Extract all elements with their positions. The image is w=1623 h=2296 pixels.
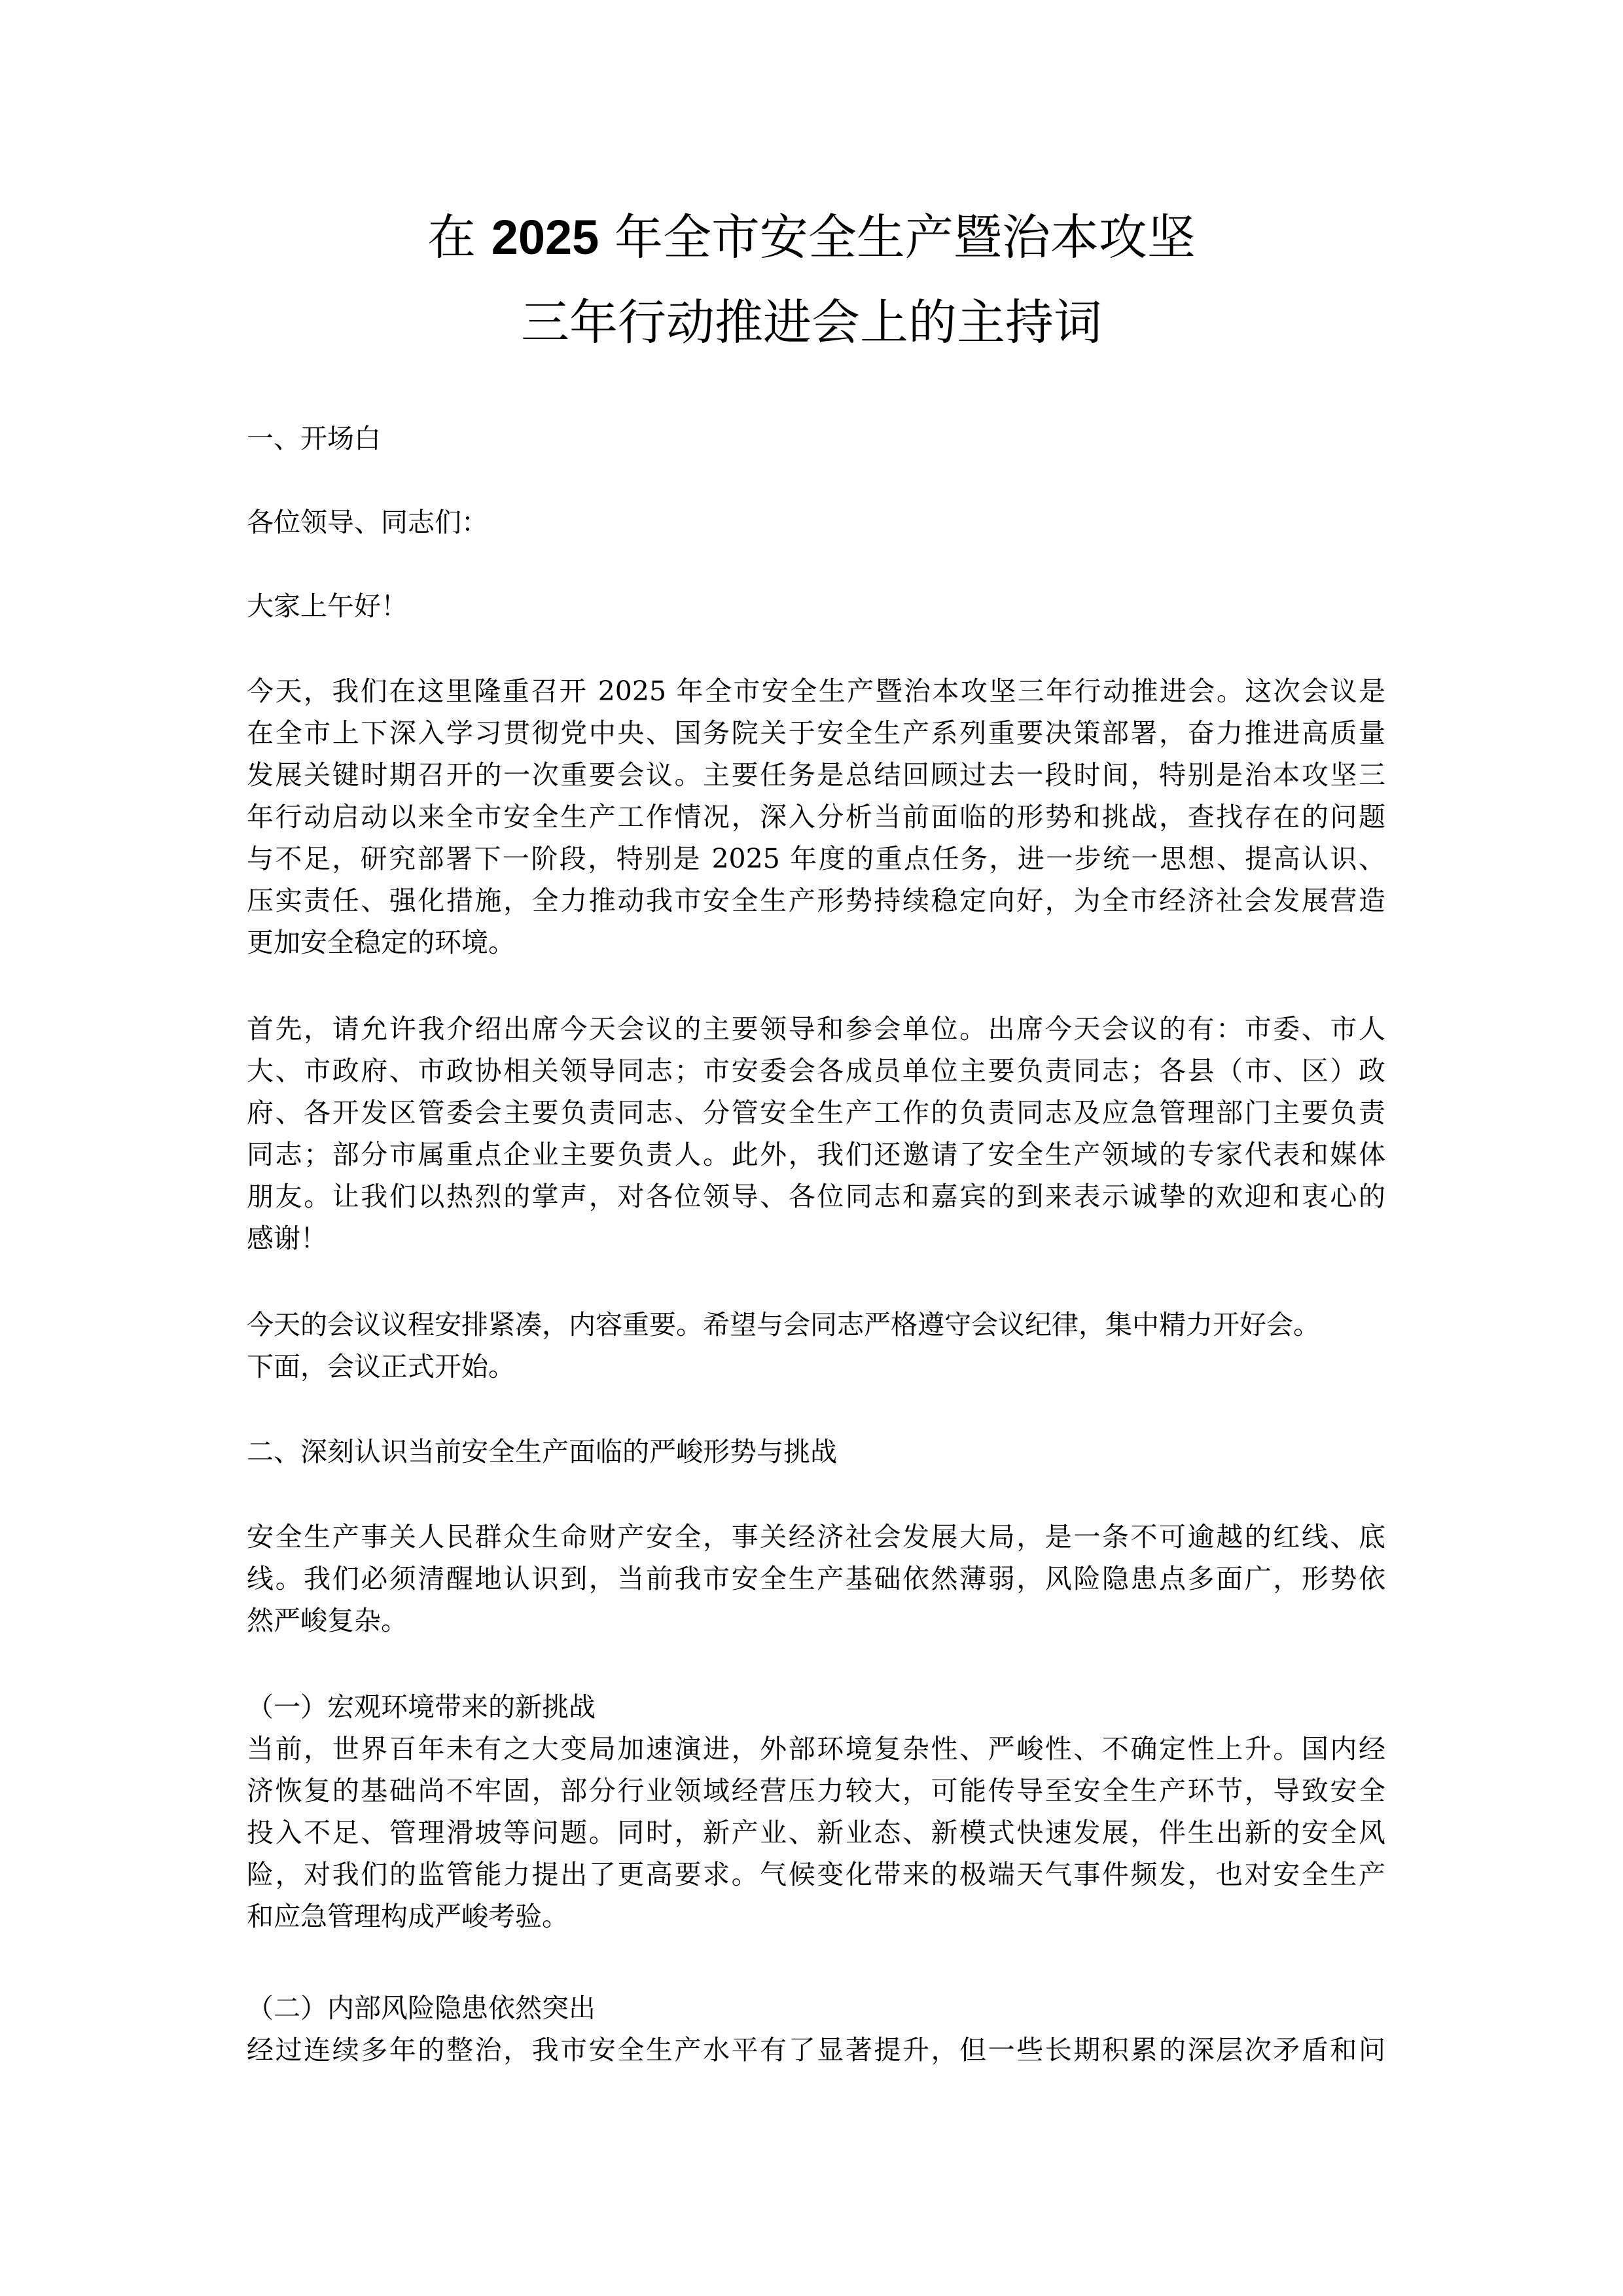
- paragraph-line: 年行动启动以来全市安全生产工作情况，深入分析当前面临的形势和挑战，查找存在的问题: [247, 801, 1385, 833]
- paragraph-line: 在全市上下深入学习贯彻党中央、国务院关于安全生产系列重要决策部署，奋力推进高质量: [247, 717, 1385, 749]
- title-year: 2025: [491, 210, 599, 264]
- paragraph-line: 投入不足、管理滑坡等问题。同时，新产业、新业态、新模式快速发展，伴生出新的安全风: [247, 1817, 1385, 1848]
- salutation-text: 各位领导、同志们：: [247, 507, 488, 538]
- paragraph-line: 发展关键时期召开的一次重要会议。主要任务是总结回顾过去一段时间，特别是治本攻坚三: [247, 759, 1385, 791]
- paragraph-attendees: [247, 1008, 1385, 1259]
- subsection-heading: （一）宏观环境带来的新挑战: [247, 1691, 596, 1723]
- section-heading-text: 二、深刻认识当前安全生产面临的严峻形势与挑战: [247, 1436, 837, 1467]
- greeting-text: 大家上午好！: [247, 590, 408, 622]
- paragraph-line: 下面，会议正式开始。: [247, 1351, 515, 1382]
- paragraph-line: 今天的会议议程安排紧凑，内容重要。希望与会同志严格遵守会议纪律，集中精力开好会。: [247, 1309, 1320, 1340]
- subsection-heading: （二）内部风险隐患依然突出: [247, 1992, 596, 2024]
- section-2-heading: [247, 1431, 1385, 1473]
- paragraph-intro: [247, 670, 1385, 963]
- salutation: [247, 501, 1385, 543]
- subsection-1: [247, 1686, 1385, 1937]
- paragraph-line: 今天，我们在这里隆重召开 2025 年全市安全生产暨治本攻坚三年行动推进会。这次会议是: [247, 675, 1385, 707]
- paragraph-line: 然严峻复杂。: [247, 1605, 408, 1636]
- section-heading-text: 一、开场白: [247, 423, 381, 454]
- title-suffix: 年全市安全生产暨治本攻坚: [599, 209, 1196, 266]
- subsection-2: [247, 1987, 1385, 2071]
- paragraph-agenda: [247, 1304, 1385, 1388]
- document-title-line-2: 三年行动推进会上的主持词: [521, 295, 1102, 351]
- paragraph-line: 线。我们必须清醒地认识到，当前我市安全生产基础依然薄弱，风险隐患点多面广，形势依: [247, 1563, 1385, 1594]
- paragraph-line: 朋友。让我们以热烈的掌声，对各位领导、各位同志和嘉宾的到来表示诚挚的欢迎和衷心的: [247, 1181, 1385, 1212]
- title-prefix: 在: [427, 209, 491, 266]
- greeting: [247, 585, 1385, 627]
- paragraph-line: 更加安全稳定的环境。: [247, 927, 515, 958]
- document-title-line-1: [0, 208, 1623, 267]
- paragraph-line: 压实责任、强化措施，全力推动我市安全生产形势持续稳定向好，为全市经济社会发展营造: [247, 885, 1385, 916]
- paragraph-line: 当前，世界百年未有之大变局加速演进，外部环境复杂性、严峻性、不确定性上升。国内经: [247, 1733, 1385, 1765]
- paragraph-line: 险，对我们的监管能力提出了更高要求。气候变化带来的极端天气事件频发，也对安全生产: [247, 1859, 1385, 1890]
- paragraph-line: 大、市政府、市政协相关领导同志；市安委会各成员单位主要负责同志；各县（市、区）政: [247, 1055, 1385, 1086]
- paragraph-line: 和应急管理构成严峻考验。: [247, 1901, 569, 1932]
- paragraph-line: 与不足，研究部署下一阶段，特别是 2025 年度的重点任务，进一步统一思想、提高认识、: [247, 843, 1385, 874]
- paragraph-line: 府、各开发区管委会主要负责同志、分管安全生产工作的负责同志及应急管理部门主要负责: [247, 1097, 1385, 1128]
- paragraph-line: 首先，请允许我介绍出席今天会议的主要领导和参会单位。出席今天会议的有：市委、市人: [247, 1013, 1385, 1045]
- paragraph-line: 经过连续多年的整治，我市安全生产水平有了显著提升，但一些长期积累的深层次矛盾和问: [247, 2034, 1385, 2066]
- paragraph-line: 感谢！: [247, 1223, 327, 1254]
- paragraph-line: 济恢复的基础尚不牢固，部分行业领域经营压力较大，可能传导至安全生产环节，导致安全: [247, 1775, 1385, 1806]
- paragraph-situation: [247, 1516, 1385, 1641]
- paragraph-line: 安全生产事关人民群众生命财产安全，事关经济社会发展大局，是一条不可逾越的红线、底: [247, 1521, 1385, 1552]
- paragraph-line: 同志；部分市属重点企业主要负责人。此外，我们还邀请了安全生产领域的专家代表和媒体: [247, 1139, 1385, 1170]
- section-1-heading: [247, 418, 1385, 459]
